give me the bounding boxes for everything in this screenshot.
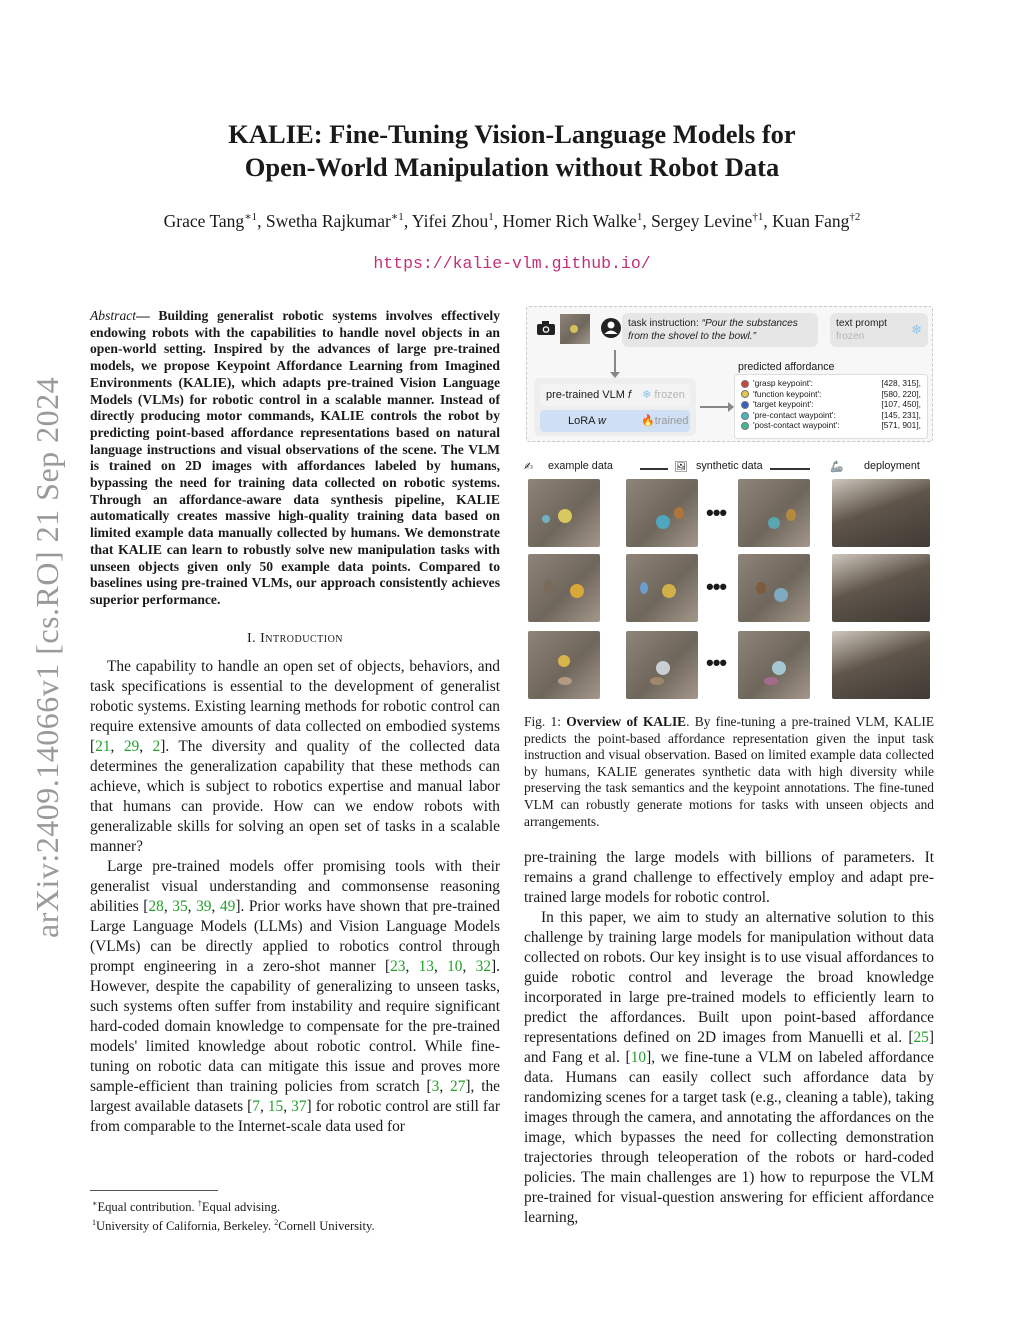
text-run: Large pre-trained models offer promising tools with their generalist visual understanding and commonsense reasoning abilities [ bbox=[90, 857, 500, 915]
vlm-symbol: f bbox=[627, 389, 631, 401]
citation-link[interactable]: 37 bbox=[291, 1097, 307, 1115]
citation-link[interactable]: 27 bbox=[450, 1077, 466, 1095]
text-run: The capability to handle an open set of objects, behaviors, and task specifications is essential to the development of generalist robotic systems. Existing learning methods for robotic control can require extensive amounts of data collected on embodied systems [ bbox=[90, 657, 500, 755]
figure-1 bbox=[524, 302, 934, 712]
affordance-key: 'post-contact waypoint': bbox=[753, 420, 840, 431]
caption-label: Fig. 1: bbox=[524, 714, 567, 729]
paper-title bbox=[0, 118, 1024, 184]
footnote-1: ∗Equal contribution. †Equal advising. bbox=[92, 1199, 281, 1215]
affordance-value: [580, 220], bbox=[881, 388, 921, 399]
author-name: Sergey Levine bbox=[651, 210, 753, 231]
right-paragraph-1: pre-training the large models with billions of parameters. It remains a grand challenge to effectively employ and adapt pre-trained large models for robotic control. bbox=[524, 849, 934, 906]
abstract bbox=[90, 308, 500, 609]
citation-link[interactable]: 35 bbox=[172, 897, 188, 915]
author-name: Grace Tang bbox=[163, 210, 245, 231]
ellipsis: ••• bbox=[706, 500, 727, 525]
affordance-row bbox=[735, 399, 927, 410]
author-affil: ∗1 bbox=[390, 211, 404, 223]
text-run: In this paper, we aim to study an alternative solution to this challenge by training large models for manipulation without data collected on robots. Our key insight is to use visual affordances to guide robotic control and leverage the broad knowledge incorporated in large pre-trained models to efficiently learn to predict the affordances. Built upon point-based affordance representations defined on 2D images from Manuelli et al. [ bbox=[524, 909, 934, 1046]
citation-link[interactable]: 23 bbox=[390, 957, 406, 975]
citation-link[interactable]: 3 bbox=[431, 1077, 440, 1095]
author-affil: †1 bbox=[752, 211, 764, 223]
footnotes bbox=[92, 1196, 375, 1234]
task-instruction-text: “Pour the substances from the shovel to the bowl.” bbox=[628, 318, 798, 342]
affordance-key: 'pre-contact waypoint': bbox=[753, 409, 836, 420]
deployment-image bbox=[832, 554, 930, 622]
arxiv-stamp-text: arXiv:2409.14066v1 [cs.RO] 21 Sep 2024 bbox=[29, 376, 65, 938]
synthesis-icon: 🖼 bbox=[674, 461, 688, 473]
author-affil: 1 bbox=[488, 211, 494, 223]
text-run: ]. The diversity and quality of the collected data determines the generalization capability that these methods can achieve, which is subject to robotics expertise and manual labor that humans can provide. How can we endow robots with generalizable skills for solving an open set of tasks in a scalable manner? bbox=[90, 737, 500, 855]
lora-label: LoRA bbox=[568, 415, 595, 427]
synthetic-image bbox=[738, 631, 810, 699]
ellipsis: ••• bbox=[706, 650, 727, 675]
citation-link[interactable]: 2 bbox=[152, 737, 161, 755]
lora-symbol: w bbox=[597, 415, 606, 427]
affordance-row bbox=[735, 410, 927, 421]
caption-bold: Overview of KALIE bbox=[566, 714, 687, 729]
section-heading bbox=[90, 631, 500, 647]
affordance-value: [571, 901], bbox=[881, 420, 921, 431]
text-run: ] for robotic control are still far from comparable to the Internet-scale data used for bbox=[90, 1097, 500, 1135]
example-image bbox=[528, 554, 600, 622]
text-run: ], we fine-tune a VLM on labeled affordance data. Humans can easily collect such affordance data by randomizing scenes for a target task (e.g., cleaning a table), taking images through the camera, and annotating the affordances on the image, which bypasses the need for collecting demonstration trajectories through teleoperation of the robots or hard-coded policies. The main challenges are 1) how to repurpose the VLM pre-trained for visual-question answering for efficient affordance learning, bbox=[524, 1049, 934, 1226]
citation-link[interactable]: 25 bbox=[913, 1029, 929, 1046]
text-run: ]. However, despite the capability of generalizing to unseen tasks, such systems often suffer from instability and require significant hard-coded domain knowledge to compensate for the pre-trained models' limited knowledge about robotic control. While fine-tuning on robotic data can mitigate this issue and proves more sample-efficient than training policies from scratch [ bbox=[90, 957, 500, 1095]
footnote-rule bbox=[90, 1190, 218, 1191]
synthetic-image bbox=[626, 479, 698, 547]
text-prompt-chip bbox=[830, 313, 928, 347]
figure-caption bbox=[524, 714, 934, 830]
citation-link[interactable]: 10 bbox=[630, 1049, 647, 1066]
arxiv-side-stamp bbox=[14, 352, 74, 942]
citation-link[interactable]: 21 bbox=[95, 737, 111, 755]
abstract-text: — Building generalist robotic systems involves effectively endowing robots with the capabilities to handle novel objects in an open-world setting. Inspired by the advances of large pre-trained models, we propose Keypoint Affordance Learning from Imagined Environments (KALIE), which adapts pre-trained Vision Language Models (VLMs) for robotic control in a scalable manner. Instead of directly producing motor commands, KALIE controls the robot by predicting point-based affordance representations based on natural language instructions and visual observations of the scene. The VLM is trained on 2D images with affordances labeled by humans, bypassing the need for training data collected on robotic systems. Through an affordance-aware data synthesis pipeline, KALIE automatically creates massive high-quality training data based on limited example data manually collected by humans. We demonstrate that KALIE can learn to robustly solve new manipulation tasks with unseen objects given only 50 example data points. Compared to baselines using pre-trained VLMs, our approach consistently achieves superior performance. bbox=[90, 308, 500, 607]
affordance-row bbox=[735, 389, 927, 400]
task-instruction-label: task instruction: bbox=[628, 318, 702, 329]
section-title: Introduction bbox=[260, 630, 344, 646]
footnote-2: $^1$University of California, Berkeley. $^2$Cornell University. bbox=[92, 1218, 375, 1234]
title-line-2: Open-World Manipulation without Robot Data bbox=[244, 152, 780, 182]
affordance-row bbox=[735, 378, 927, 389]
vlm-row bbox=[540, 384, 690, 406]
author-name: Homer Rich Walke bbox=[502, 210, 637, 231]
affordance-key: 'grasp keypoint': bbox=[753, 378, 813, 388]
text-run: ], the largest available datasets [ bbox=[90, 1077, 501, 1115]
snowflake-icon: ❄ bbox=[642, 389, 652, 401]
citation-link[interactable]: 29 bbox=[123, 737, 140, 755]
synthetic-data-label: synthetic data bbox=[696, 460, 763, 472]
keypoint-dot bbox=[741, 412, 749, 420]
section-number: I. bbox=[246, 630, 257, 646]
flow-arrow bbox=[770, 468, 810, 470]
synthetic-image bbox=[626, 631, 698, 699]
citation-link[interactable]: 32 bbox=[475, 957, 492, 975]
keypoint-dot bbox=[741, 390, 749, 398]
affordance-value: [145, 231], bbox=[881, 409, 921, 420]
footnote-text: University of California, Berkeley. bbox=[96, 1219, 272, 1234]
author-list: Grace Tang$^{∗1}$, Swetha Rajkumar$^{∗1}$, Yifei Zhou$^1$, Homer Rich Walke$^1$, Sergey Levine$^{\dagger 1}$, Kuan Fang$^{\dagger 2}$ bbox=[163, 210, 861, 231]
intro-paragraph-1: The capability to handle an open set of objects, behaviors, and task specifications is essential to the development of generalist robotic systems. Existing learning methods for robotic control can require extensive amounts of data collected on embodied systems [21, 29, 2]. The diversity and quality of the collected data determines the generalization capability that these methods can achieve, which is subject to robotics expertise and manual labor that humans can provide. How can we endow robots with generalizable skills for solving an open set of tasks in a scalable manner? bbox=[90, 657, 500, 855]
affordance-title: predicted affordance bbox=[738, 361, 835, 373]
camera-icon bbox=[536, 320, 556, 336]
example-data-label: example data bbox=[548, 460, 613, 472]
keypoint-dot bbox=[741, 401, 749, 409]
citation-link[interactable]: 28 bbox=[148, 897, 164, 915]
author-affil: ∗1 bbox=[244, 211, 258, 223]
right-paragraph-2 bbox=[524, 908, 934, 1228]
affordance-value: [107, 450], bbox=[881, 399, 921, 410]
snowflake-icon: ❄ bbox=[911, 322, 922, 337]
ellipsis: ••• bbox=[706, 574, 727, 599]
flame-icon: 🔥 bbox=[641, 415, 655, 427]
example-image bbox=[528, 479, 600, 547]
author-name: Yifei Zhou bbox=[411, 210, 489, 231]
vlm-label: pre-trained VLM bbox=[546, 389, 625, 401]
author-affil: 1 bbox=[636, 211, 643, 223]
citation-link[interactable]: 49 bbox=[219, 897, 236, 915]
author-affil: †2 bbox=[849, 211, 861, 223]
frozen-tag: frozen bbox=[836, 331, 865, 342]
synthetic-image bbox=[738, 554, 810, 622]
observation-thumbnail bbox=[560, 314, 590, 344]
footnote-text: Cornell University. bbox=[278, 1219, 375, 1234]
affordance-key: 'target keypoint': bbox=[753, 399, 814, 410]
left-column bbox=[90, 308, 500, 1137]
caption-text: . By fine-tuning a pre-trained VLM, KALIE predicts the point-based affordance representation given the input task instruction and visual observation. Based on limited example data collected by humans, KALIE generates synthetic data with high diversity while preserving the task semantics and the keypoint annotations. The fine-tuned VLM can robustly generate motions for tasks with unseen objects and arrangements. bbox=[524, 714, 934, 829]
citation-link[interactable]: 39 bbox=[196, 897, 212, 915]
frozen-tag: frozen bbox=[654, 389, 685, 401]
affordance-row bbox=[735, 420, 927, 431]
footnote-text: Equal contribution. bbox=[97, 1200, 195, 1215]
abstract-label: Abstract bbox=[90, 308, 137, 323]
affordance-value: [428, 315], bbox=[881, 378, 921, 388]
user-icon bbox=[600, 317, 622, 339]
title-line-1: KALIE: Fine-Tuning Vision-Language Models for bbox=[228, 119, 796, 149]
task-instruction-chip bbox=[622, 313, 818, 347]
keypoint-dot bbox=[741, 380, 749, 388]
citation-link[interactable]: 15 bbox=[267, 1097, 284, 1115]
hand-draw-icon: ✍ bbox=[524, 461, 534, 473]
deployment-image bbox=[832, 479, 930, 547]
trained-tag: trained bbox=[654, 415, 689, 427]
citation-link[interactable]: 7 bbox=[252, 1097, 260, 1115]
citation-link[interactable]: 10 bbox=[447, 957, 463, 975]
robot-arm-icon: 🦾 bbox=[830, 461, 844, 473]
citation-link[interactable]: 13 bbox=[418, 957, 434, 975]
model-box bbox=[534, 378, 696, 436]
author-name: Kuan Fang bbox=[772, 210, 850, 231]
example-image bbox=[528, 631, 600, 699]
footnote-text: Equal advising. bbox=[201, 1200, 281, 1215]
lora-row bbox=[540, 410, 690, 432]
author-name: Swetha Rajkumar bbox=[265, 210, 391, 231]
synthetic-image bbox=[738, 479, 810, 547]
keypoint-dot bbox=[741, 422, 749, 430]
text-run: ] and Fang et al. [ bbox=[524, 1029, 934, 1066]
right-column bbox=[524, 848, 934, 1228]
text-prompt-label: text prompt bbox=[836, 318, 887, 329]
flow-arrow bbox=[640, 468, 668, 470]
affordance-list bbox=[734, 374, 928, 439]
text-run: ]. Prior works have shown that pre-trained Large Language Models (LLMs) and Vision Language Models (VLMs) can be directly applied to robotics control through prompt engineering in a zero-shot manner [ bbox=[90, 897, 500, 975]
deployment-image bbox=[832, 631, 930, 699]
synthetic-image bbox=[626, 554, 698, 622]
intro-paragraph-2: Large pre-trained models offer promising tools with their generalist visual understanding and commonsense reasoning abilities [28, 35, 39, 49]. Prior works have shown that pre-trained Large Language Models (LLMs) and Vision Language Models (VLMs) can be directly applied to robotics control through prompt engineering in a zero-shot manner [23, 13, 10, 32]. However, despite the capability of generalizing to unseen tasks, such systems often suffer from instability and require significant hard-coded domain knowledge to compensate for the pre-trained models' limited knowledge about robotic control. While fine-tuning on robotic data can mitigate this issue and proves more sample-efficient than training policies from scratch [3, 27], the largest available datasets [7, 15, 37] for robotic control are still far from comparable to the Internet-scale data used for bbox=[90, 857, 501, 1135]
deployment-label: deployment bbox=[864, 460, 920, 472]
affordance-key: 'function keypoint': bbox=[753, 388, 822, 399]
project-url-link[interactable]: https://kalie-vlm.github.io/ bbox=[373, 254, 651, 273]
flow-arrow bbox=[700, 406, 730, 408]
